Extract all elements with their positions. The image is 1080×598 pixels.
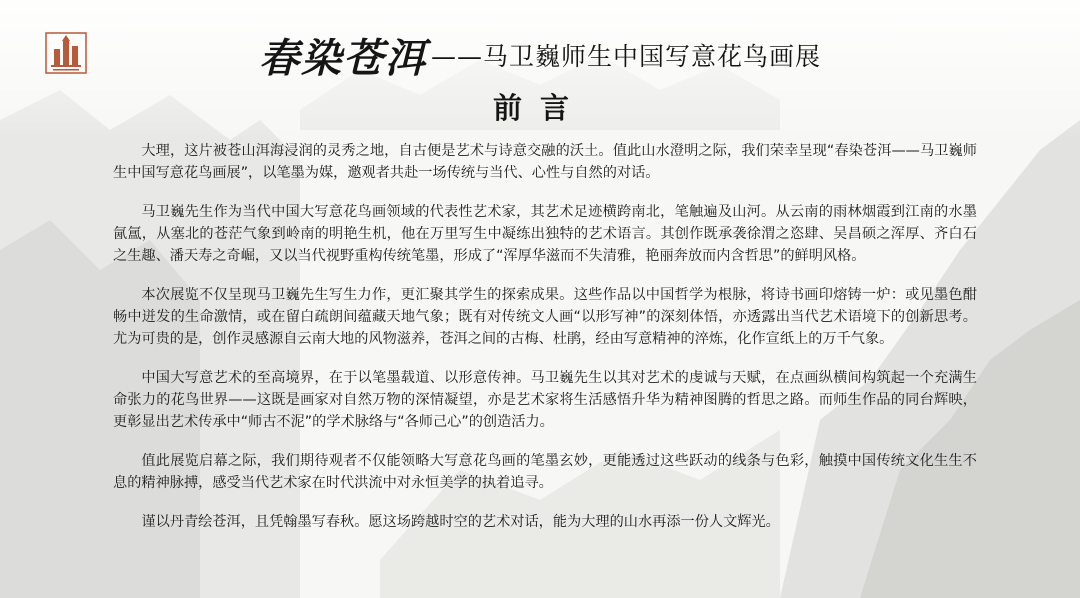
paragraph-4: 中国大写意艺术的至高境界，在于以笔墨载道、以形意传神。马卫巍先生以其对艺术的虔诚与天赋，在点画纵横间构筑起一个充满生命张力的花鸟世界——这既是画家对自然万物的深情凝望，亦是艺术家将生活感悟升华为精神图腾的哲思之路。而师生作品的同台辉映，更彰显出艺术传承中“师古不泥”的学术脉络与“各师己心”的创造活力。 <box>113 370 977 430</box>
preface-heading: 前言 <box>492 91 587 125</box>
paragraph-3: 本次展览不仅呈现马卫巍先生写生力作，更汇聚其学生的探索成果。这些作品以中国哲学为根脉，将诗书画印熔铸一炉：或见墨色酣畅中迸发的生命激情，或在留白疏朗间蕴藏天地气象；既有对传统文人画“以形写神”的深刻体悟，亦透露出当代艺术语境下的创新思考。尤为可贵的是，创作灵感源自云南大地的风物滋养，苍洱之间的古梅、杜鹃，经由写意精神的淬炼，化作宣纸上的万千气象。 <box>113 287 977 347</box>
paragraph-2: 马卫巍先生作为当代中国大写意花鸟画领域的代表性艺术家，其艺术足迹横跨南北，笔触遍及山河。从云南的雨林烟霞到江南的水墨氤氲，从塞北的苍茫气象到岭南的明艳生机，他在万里写生中凝练出独特的艺术语言。其创作既承袭徐渭之恣肆、吴昌硕之浑厚、齐白石之生趣、潘天寿之奇崛，又以当代视野重构传统笔墨，形成了“浑厚华滋而不失清雅，艳丽奔放而内含哲思”的鲜明风格。 <box>113 204 977 264</box>
paragraph-6: 谨以丹青绘苍洱，且凭翰墨写春秋。愿这场跨越时空的艺术对话，能为大理的山水再添一份人文辉光。 <box>141 514 780 530</box>
paragraph-5: 值此展览启幕之际，我们期待观者不仅能领略大写意花鸟画的笔墨玄妙，更能透过这些跃动的线条与色彩，触摸中国传统文化生生不息的精神脉搏，感受当代艺术家在时代洪流中对永恒美学的执着追寻。 <box>113 453 977 491</box>
exhibition-title <box>0 30 1080 80</box>
paragraph-1: 大理，这片被苍山洱海浸润的灵秀之地，自古便是艺术与诗意交融的沃土。值此山水澄明之际，我们荣幸呈现“春染苍洱——马卫巍师生中国写意花鸟画展”，以笔墨为媒，邀观者共赴一场传统与当代、心性与自然的对话。 <box>113 143 977 181</box>
preface-body <box>113 140 977 550</box>
title-subtitle: ——马卫巍师生中国写意花鸟画展 <box>430 42 821 71</box>
title-calligraphy: 春染苍洱 <box>258 34 427 82</box>
